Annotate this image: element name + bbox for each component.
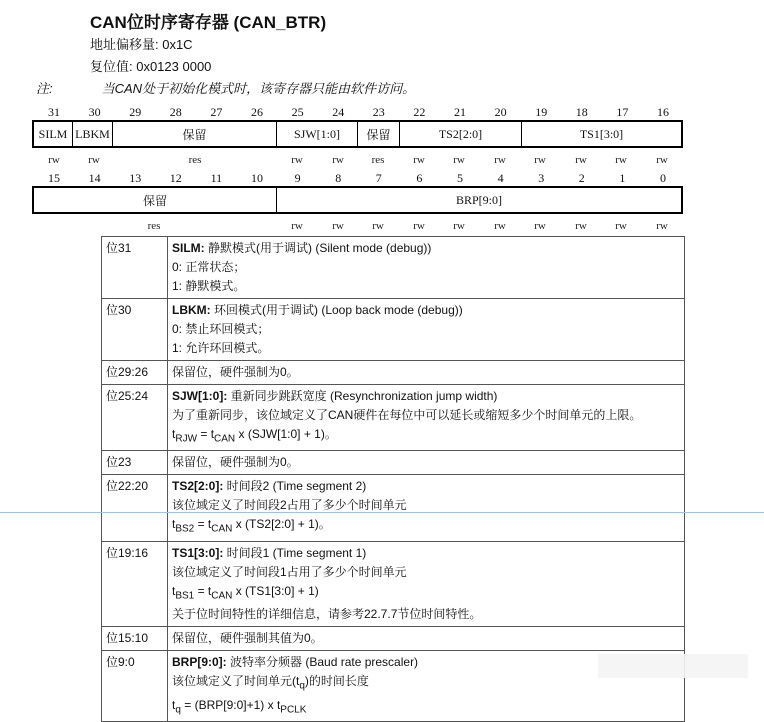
field-reserved-upper: 保留 [113,122,277,146]
access-type: res [371,154,385,166]
access-type: rw [413,220,425,232]
register-title: CAN位时序寄存器 (CAN_BTR) [90,13,327,32]
bit-description [168,361,685,385]
table-row [102,361,685,385]
bit-number: 4 [497,171,504,185]
access-type: rw [453,154,465,166]
description-line: 0: 正常状态； [172,260,246,274]
field-reserved-lower: 保留 [34,188,277,212]
bit-number: 26 [251,105,263,119]
description-line: 保留位，硬件强制为0。 [172,365,299,379]
access-type: rw [413,154,425,166]
description-line: $t_q$ = (BRP[9:0]+1) x $t_{PCLK}$ [172,697,307,715]
access-type: rw [88,154,100,166]
bit-number: 12 [169,171,182,185]
bit-number: 6 [416,171,423,185]
field-sjw: SJW[1:0] [277,122,358,146]
bit-number: 27 [210,105,223,119]
bit-number: 5 [457,171,463,185]
description-line: 为了重新同步，该位域定义了CAN硬件在每位中可以延长或缩短多少个时间单元的上限。 [172,408,642,422]
access-type: rw [615,220,627,232]
description-line: 该位域定义了时间段1占用了多少个时间单元 [172,564,407,579]
access-type: res [188,154,202,166]
access-type: rw [534,154,546,166]
bit-number: 7 [375,171,382,185]
bit-number: 22 [413,105,426,119]
description-line: 保留位，硬件强制其值为0。 [172,631,323,646]
bit-description [168,299,685,361]
bit-range: 位30 [102,299,168,361]
bit-number: 24 [332,105,345,119]
access-type: rw [494,220,506,232]
bit-number: 8 [335,171,342,185]
access-type: rw [291,154,303,166]
table-row [102,451,685,475]
bit-description [168,627,685,651]
field-ts1: TS1[3:0] [579,126,624,141]
note-label: 注: [36,81,53,96]
bit-range: 位19:16 [102,541,168,626]
bit-number: 2 [578,171,585,185]
bit-range: 位23 [102,451,168,475]
access-type: rw [332,154,344,166]
bit-number: 9 [294,171,301,185]
bit-number: 25 [291,105,304,119]
field-ts2: TS2[2:0] [400,122,522,146]
bit-number: 28 [169,105,182,119]
bit-number: 15 [48,171,60,185]
bit-number: 29 [129,105,142,119]
access-type: rw [453,220,465,232]
bit-number: 16 [657,105,669,119]
bit-range: 位15:10 [102,627,168,651]
field-reserved-23: 保留 [358,122,400,146]
reset-value: 复位值: 0x0123 0000 [90,59,212,74]
note [36,78,415,97]
field-silm: SILM [34,122,73,146]
description-line: 1: 允许环回模式。 [172,341,270,355]
table-row [102,541,685,626]
description-line: $t_{BS2} = t_{CAN}$ x (TS2[2:0] + 1)。 [172,517,331,535]
field-lbkm: LBKM [73,122,113,146]
bit-range: 位31 [102,237,168,299]
access-type: rw [615,154,627,166]
field-brp: BRP[9:0] [455,192,502,207]
table-row [102,237,685,299]
bit-description [168,541,685,626]
access-type: rw [575,154,587,166]
bit-number: 20 [494,105,507,119]
access-type: rw [372,220,384,232]
description-line: 关于位时间特性的详细信息，请参考22.7.7节位时间特性。 [172,607,482,622]
bit-number: 31 [48,105,60,119]
description-line: $t_{BS1} = t_{CAN}$ x (TS1[3:0] + 1) [172,583,319,602]
address-offset: 地址偏移量: 0x1C [90,37,193,52]
table-row [102,385,685,451]
bit-number: 21 [454,105,466,119]
bit-number: 13 [129,171,142,185]
bit-number: 3 [538,171,545,185]
description-line: BRP[9:0]: 波特率分频器 (Baud rate prescaler) [172,655,419,670]
access-type: rw [575,220,587,232]
access-type: rw [656,220,668,232]
access-type: res [147,220,161,232]
description-line: $t_{RJW} = t_{CAN}$ x (SJW[1:0] + 1)。 [172,427,337,445]
bit-number: 11 [210,171,223,185]
description-line: 该位域定义了时间单元$(t_q)$的时间长度 [172,674,369,692]
description-line: 保留位，硬件强制为0。 [172,455,299,470]
access-type: rw [494,154,506,166]
bit-number: 17 [616,105,629,119]
description-line: SJW[1:0]: 重新同步跳跃宽度 (Resynchronization jump width) [172,389,498,403]
bit-description [168,385,685,451]
bit-number: 0 [660,171,666,185]
register-row-lower [32,186,683,214]
bit-description [168,475,685,541]
divider-line [0,512,764,513]
note-text: 当CAN处于初始化模式时，该寄存器只能由软件访问。 [101,81,416,96]
description-line: 0: 禁止环回模式； [172,322,270,336]
description-line: TS1[3:0]: 时间段1 (Time segment 1) [172,545,367,560]
bit-number: 30 [88,105,101,119]
description-line: 1: 静默模式。 [172,279,246,293]
bit-range: 位29:26 [102,361,168,385]
description-line: 该位域定义了时间段2占用了多少个时间单元 [172,498,407,513]
table-row [102,475,685,541]
watermark [598,654,748,678]
table-row [102,299,685,361]
register-row-upper [32,120,683,148]
bit-number: 1 [619,171,626,185]
description-line: TS2[2:0]: 时间段2 (Time segment 2) [172,479,367,494]
access-type: rw [291,220,303,232]
bit-number: 18 [575,105,588,119]
table-row [102,627,685,651]
bit-description [168,237,685,299]
bit-range: 位22:20 [102,475,168,541]
access-type: rw [332,220,344,232]
description-line: LBKM: 环回模式(用于调试) (Loop back mode (debug)) [172,303,463,317]
access-type: rw [656,154,668,166]
bit-number: 14 [88,171,101,185]
description-line: SILM: 静默模式(用于调试) (Silent mode (debug)) [172,241,432,255]
bit-number: 23 [372,105,385,119]
bit-number: 10 [251,171,263,185]
bit-number: 19 [535,105,548,119]
bit-description [168,451,685,475]
bit-description-table [101,236,685,722]
access-type: rw [534,220,546,232]
access-type: rw [48,154,60,166]
bit-range: 位9:0 [102,651,168,722]
bit-range: 位25:24 [102,385,168,451]
